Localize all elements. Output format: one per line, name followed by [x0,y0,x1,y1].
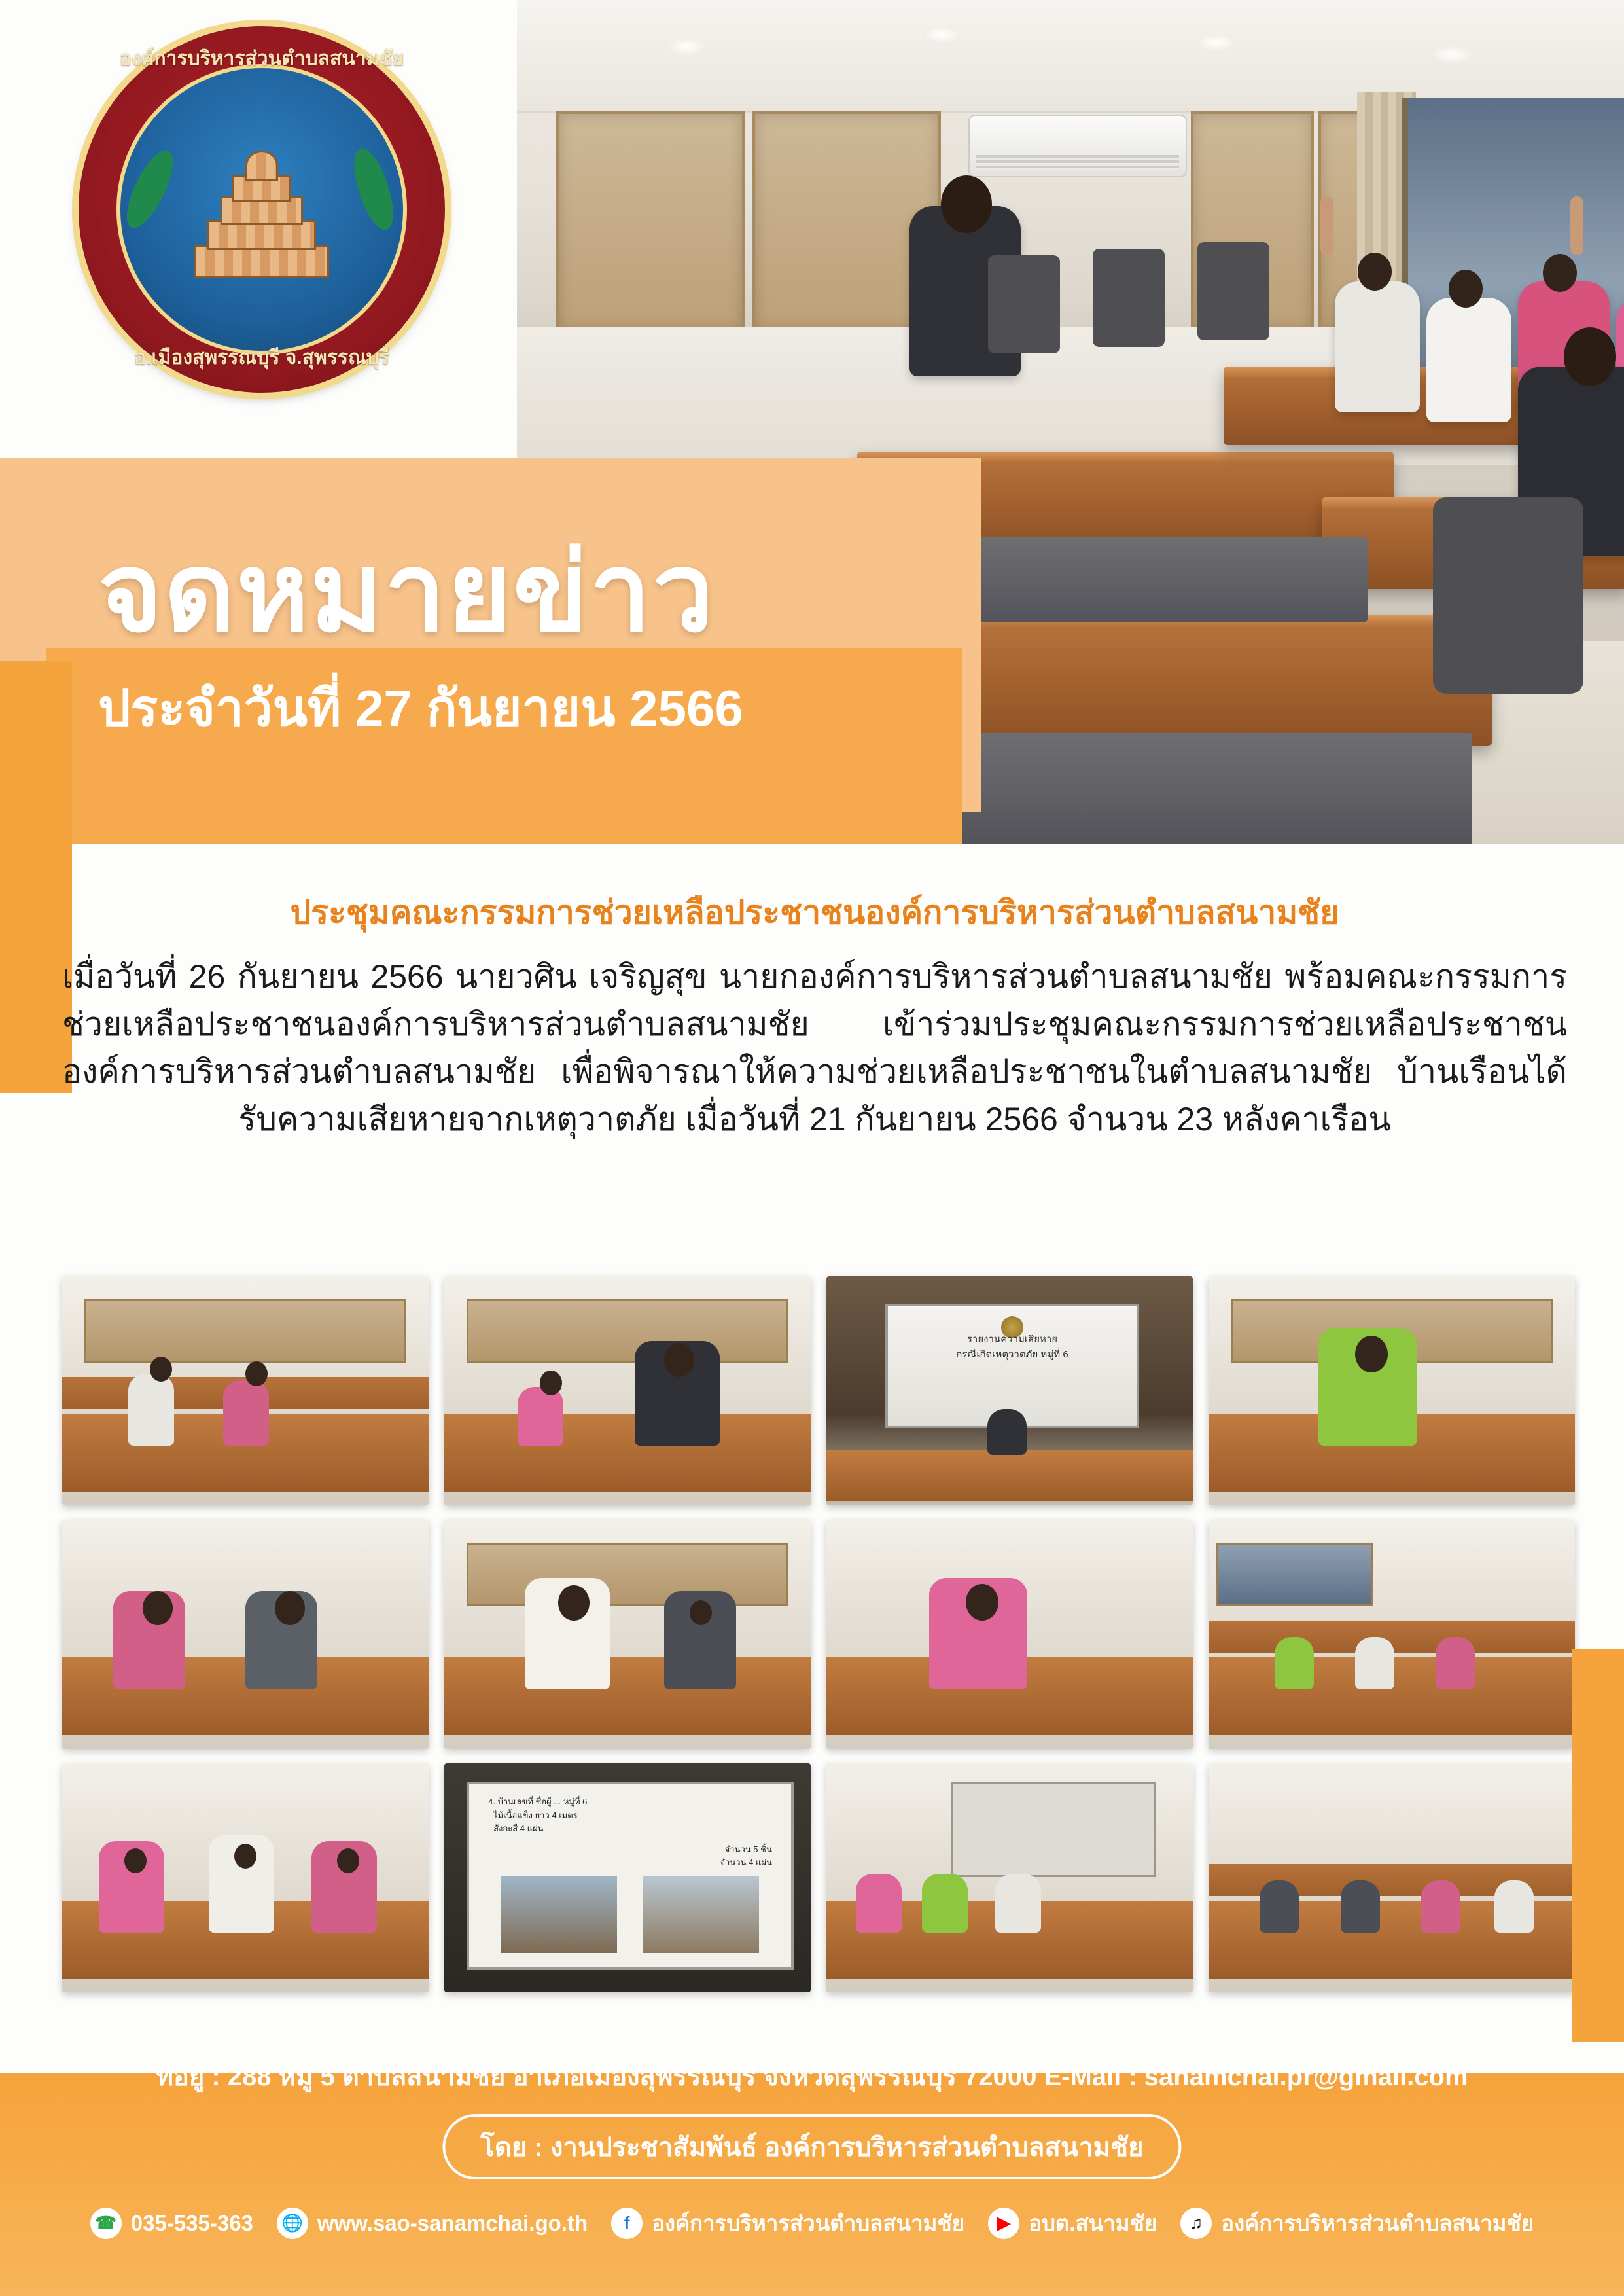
contact-website-label: www.sao-sanamchai.go.th [317,2210,588,2235]
pagoda-icon [196,153,327,278]
footer-byline: โดย : งานประชาสัมพันธ์ องค์การบริหารส่วนตำบลสนามชัย [442,2114,1181,2179]
photo-grid-item [1209,1520,1575,1749]
slide-line-1: 4. บ้านเลขที่ ชื่อผู้ ... หมู่ที่ 6 [488,1796,588,1806]
contact-facebook-label: องค์การบริหารส่วนตำบลสนามชัย [652,2211,965,2235]
article [62,887,1567,1143]
photo-grid-item [826,1520,1193,1749]
contact-youtube[interactable] [988,2206,1157,2240]
page-title: จดหมายข่าว [98,531,716,654]
article-body: เมื่อวันที่ 26 กันยายน 2566 นายวศิน เจริญสุข นายกองค์การบริหารส่วนตำบลสนามชัย พร้อมคณะกรรมการช่วยเหลือประชาชนองค์การบริหารส่วนตำบลสนามชัย เข้าร่วมประชุมคณะกรรมการช่วยเหลือประชาชนองค์การบริหารส่วนตำบลสนามชัย เพื่อพิจารณาให้ความช่วยเหลือประชาชนในตำบลสนามชัย บ้านเรือนได้รับความเสียหายจากเหตุวาตภัย เมื่อวันที่ 21 กันยายน 2566 จำนวน 23 หลังคาเรือน [62,958,1567,1138]
youtube-icon: ▶ [988,2208,1019,2239]
tiktok-icon: ♫ [1180,2208,1212,2239]
logo-bottom-text: อ.เมืองสุพรรณบุรี จ.สุพรรณบุรี [134,347,389,368]
page-subtitle: ประจำวันที่ 27 กันยายน 2566 [98,679,743,737]
air-conditioner [968,115,1187,177]
photo-grid-item [444,1763,811,1992]
slide-right-2: จำนวน 4 แผ่น [720,1857,772,1868]
photo-grid-item [1209,1763,1575,1992]
slide-line-2: กรณีเกิดเหตุวาตภัย หมู่ที่ 6 [956,1348,1068,1360]
slide-line-3: - สังกะสี 4 แผ่น [488,1823,544,1834]
photo-grid-item [62,1763,429,1992]
photo-grid-item [62,1276,429,1505]
photo-grid-item [1209,1276,1575,1505]
article-heading: ประชุมคณะกรรมการช่วยเหลือประชาชนองค์การบริหารส่วนตำบลสนามชัย [290,894,1339,931]
slide-line-2: - ไม้เนื้อแข็ง ยาว 4 เมตร [488,1810,578,1820]
contact-tiktok-label: องค์การบริหารส่วนตำบลสนามชัย [1221,2211,1534,2235]
phone-icon: ☎ [90,2208,122,2239]
contact-facebook[interactable] [611,2206,964,2240]
contact-phone-label: 035-535-363 [130,2210,253,2235]
photo-grid-item [62,1520,429,1749]
facebook-icon: f [611,2208,643,2239]
footer-contacts [0,2206,1624,2240]
photo-grid-item [444,1520,811,1749]
photo-grid-item [826,1763,1193,1992]
contact-phone[interactable] [90,2208,253,2239]
contact-tiktok[interactable] [1180,2206,1534,2240]
photo-grid [62,1276,1567,1992]
footer-address: ที่อยู่ : 288 หมู่ 5 ตำบลสนามชัย อำเภอเมืองสุพรรณบุรี จังหวัดสุพรรณบุรี 72000 E-Mail : sanamchai.pr@gmail.com [156,2062,1468,2091]
slide-line-1: รายงานความเสียหาย [966,1334,1058,1346]
photo-grid-item [444,1276,811,1505]
photo-grid-item [826,1276,1193,1505]
right-orange-tab [1572,1649,1624,2042]
contact-website[interactable] [277,2208,588,2239]
contact-youtube-label: อบต.สนามชัย [1029,2211,1157,2235]
left-orange-tab [0,661,72,1093]
globe-icon: 🌐 [277,2208,308,2239]
logo-top-text: องค์การบริหารส่วนตำบลสนามชัย [119,48,404,69]
ceiling [517,0,1624,113]
slide-right-1: จำนวน 5 ชิ้น [724,1844,772,1854]
footer-band [0,2073,1624,2296]
organization-logo [79,26,445,393]
